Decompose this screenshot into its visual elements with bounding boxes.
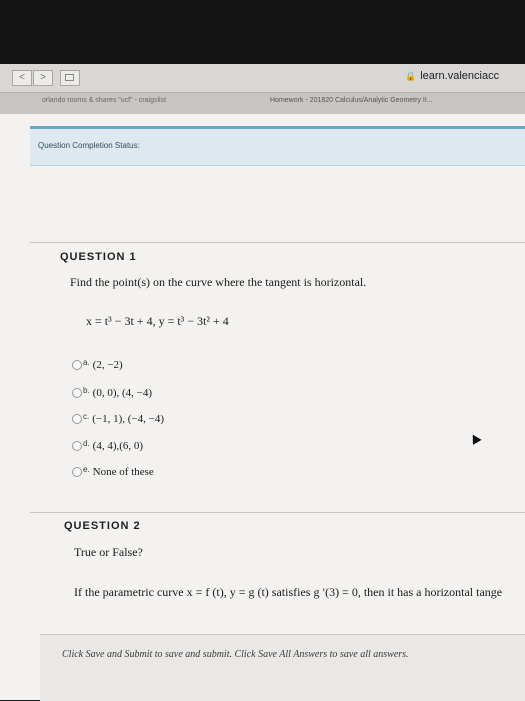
option-letter: c. (83, 411, 90, 421)
option-letter: d. (83, 438, 90, 448)
tab-craigslist[interactable]: orlando rooms & shares "ucf" - craigslist (42, 97, 167, 104)
tab-bar (0, 92, 525, 116)
radio-button[interactable] (72, 360, 82, 370)
forward-icon[interactable]: > (33, 70, 53, 86)
option-e[interactable] (72, 465, 154, 479)
back-icon[interactable]: < (12, 70, 32, 86)
nav-buttons (12, 70, 53, 86)
address-text: learn.valenciacc (420, 70, 500, 82)
status-label: Question Completion Status: (38, 141, 140, 150)
question-1-header: QUESTION 1 (60, 251, 137, 263)
mouse-cursor-icon (468, 432, 481, 445)
lock-icon: 🔒 (405, 71, 417, 81)
save-instructions: Click Save and Submit to save and submit. Click Save All Answers to save all answers. (62, 649, 409, 660)
address-bar[interactable] (405, 70, 499, 82)
option-text: (0, 0), (4, −4) (92, 387, 153, 399)
radio-button[interactable] (72, 441, 82, 451)
option-text: (4, 4),(6, 0) (92, 440, 144, 452)
option-a[interactable] (72, 358, 123, 372)
radio-button[interactable] (72, 388, 82, 398)
option-letter: b. (83, 385, 90, 395)
question-2-header: QUESTION 2 (64, 520, 141, 532)
tab-homework[interactable]: Homework - 201820 Calculus/Analytic Geometry II... (270, 97, 433, 104)
option-c[interactable] (72, 412, 164, 426)
option-text: None of these (92, 466, 154, 478)
sidebar-toggle-icon[interactable] (60, 70, 80, 86)
question-divider (30, 512, 525, 513)
option-text: (−1, 1), (−4, −4) (92, 413, 164, 425)
question-1-prompt: Find the point(s) on the curve where the tangent is horizontal. (70, 275, 367, 289)
option-letter: a. (83, 357, 90, 367)
question-2-prompt: True or False? (74, 545, 143, 559)
question-1-equation: x = t³ − 3t + 4, y = t³ − 3t² + 4 (86, 314, 229, 328)
question-completion-status[interactable] (30, 126, 525, 166)
radio-button[interactable] (72, 414, 82, 424)
browser-toolbar (0, 64, 525, 92)
question-2-statement: If the parametric curve x = f (t), y = g (t) satisfies g ′(3) = 0, then it has a horizontal tange (74, 585, 503, 599)
option-b[interactable] (72, 386, 152, 400)
screen-bezel (0, 0, 525, 70)
option-text: (2, −2) (92, 359, 123, 371)
radio-button[interactable] (72, 467, 82, 477)
option-letter: e. (83, 464, 90, 474)
page-content (0, 114, 525, 700)
save-instructions-box (40, 634, 525, 701)
question-divider (30, 242, 525, 243)
option-d[interactable] (72, 439, 143, 453)
